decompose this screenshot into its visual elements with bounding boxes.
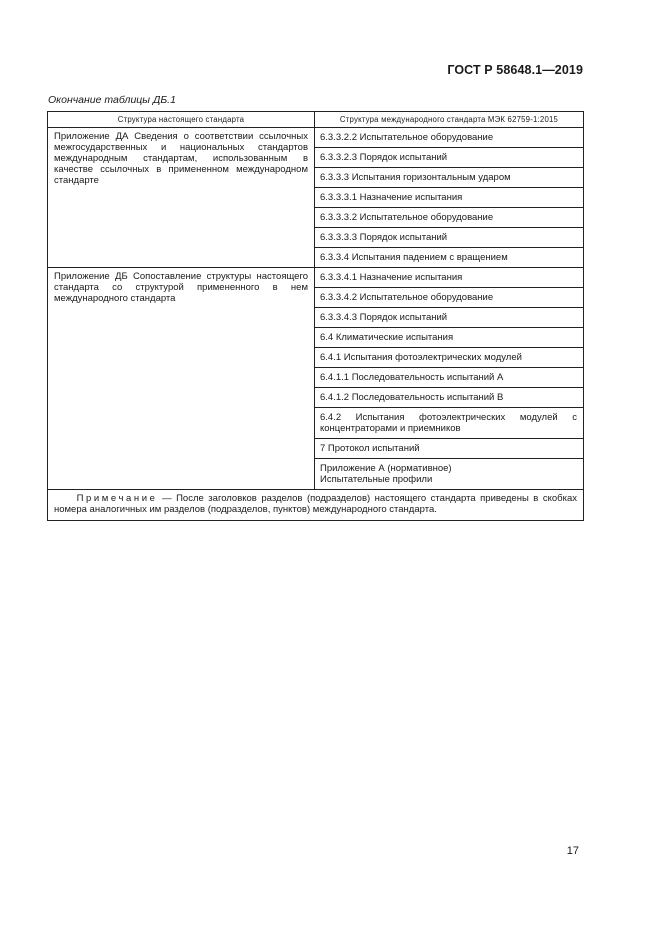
table-cell: 6.4.1.1 Последовательность испытаний А [315, 368, 584, 388]
note-row [48, 490, 584, 521]
table-header-row [48, 112, 584, 128]
table-cell: 6.3.3.2.2 Испытательное оборудование [315, 128, 584, 148]
table-cell: 6.3.3.4 Испытания падением с вращением [315, 248, 584, 268]
annex-db-cell: Приложение ДБ Сопоставление структуры настоящего стандарта со структурой примененного в нем международного стандарта [48, 268, 315, 490]
table-cell: 6.4 Климатические испытания [315, 328, 584, 348]
col-header-international-standard: Структура международного стандарта МЭК 62759-1:2015 [315, 112, 584, 128]
table-cell: 6.3.3.2.3 Порядок испытаний [315, 148, 584, 168]
table-cell: 6.3.3.3.2 Испытательное оборудование [315, 208, 584, 228]
table-cell: 6.3.3.3.3 Порядок испытаний [315, 228, 584, 248]
page-number: 17 [566, 845, 579, 857]
table-row [48, 268, 584, 288]
note-label: Примечание [76, 493, 158, 504]
annex-a-title: Приложение А (нормативное) [320, 463, 452, 474]
structure-comparison-table [47, 111, 584, 521]
table-cell: 6.3.3.3 Испытания горизонтальным ударом [315, 168, 584, 188]
note-cell [48, 490, 584, 521]
table-caption: Окончание таблицы ДБ.1 [48, 94, 176, 106]
table-cell: 6.4.1.2 Последовательность испытаний В [315, 388, 584, 408]
standard-code: ГОСТ Р 58648.1—2019 [447, 63, 583, 77]
table-cell: 7 Протокол испытаний [315, 439, 584, 459]
table-cell: 6.3.3.3.1 Назначение испытания [315, 188, 584, 208]
table-cell: 6.3.3.4.1 Назначение испытания [315, 268, 584, 288]
annex-a-subtitle: Испытательные профили [320, 474, 433, 485]
note-text: — После заголовков разделов (подразделов) настоящего стандарта приведены в скобках номера аналогичных им разделов (подразделов, пунктов) международного стандарта. [54, 493, 578, 515]
table-cell: 6.3.3.4.3 Порядок испытаний [315, 308, 584, 328]
col-header-this-standard: Структура настоящего стандарта [48, 112, 315, 128]
table-cell: 6.4.1 Испытания фотоэлектрических модулей [315, 348, 584, 368]
annex-da-cell: Приложение ДА Сведения о соответствии ссылочных межгосударственных и национальных стандартов международным стандартам, использованным в качестве ссылочных в примененном международном стандарте [48, 128, 315, 268]
table-cell: 6.3.3.4.2 Испытательное оборудование [315, 288, 584, 308]
table-row [48, 128, 584, 148]
table-cell: 6.4.2 Испытания фотоэлектрических модулей с концентраторами и приемников [315, 408, 584, 439]
table-cell [315, 459, 584, 490]
